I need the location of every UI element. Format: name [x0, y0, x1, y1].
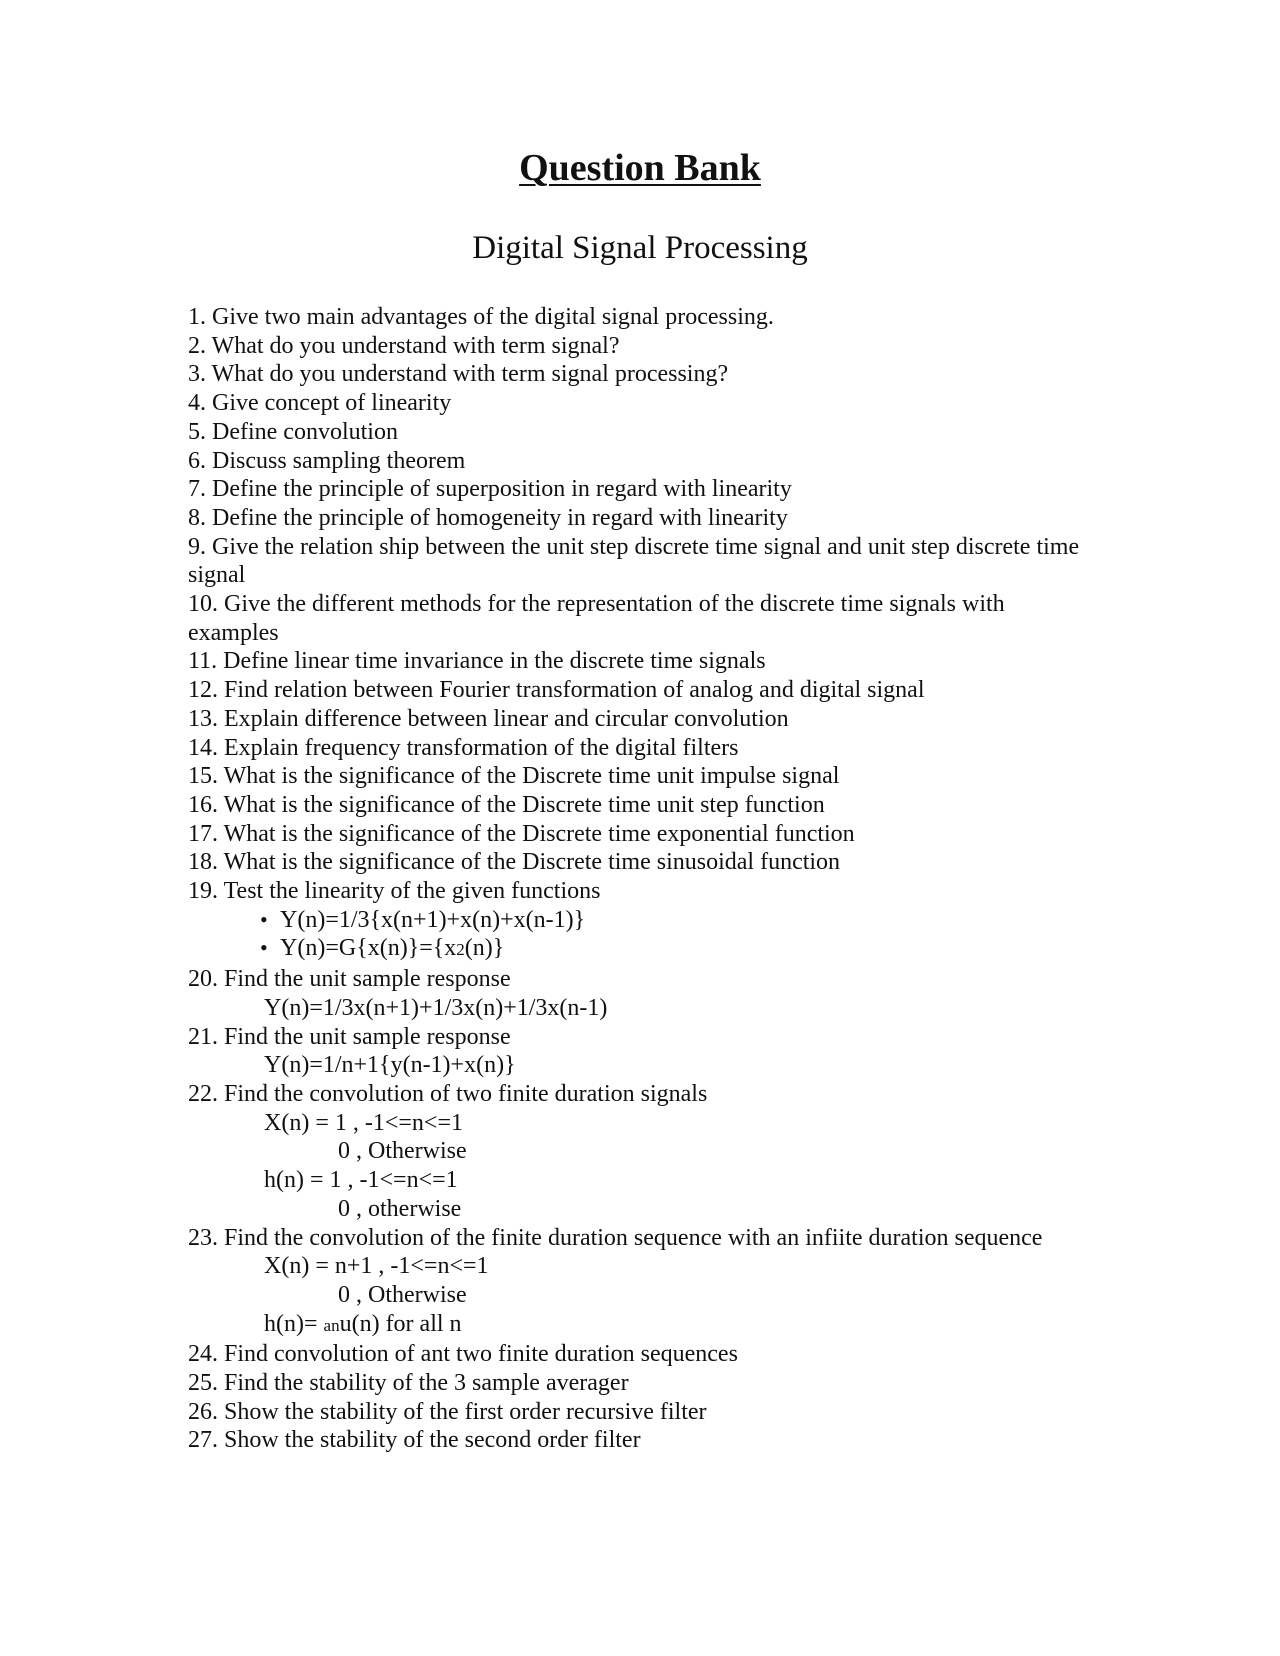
equation-part: (n)} [464, 935, 505, 962]
question-23-x-line-2: 0 , Otherwise [338, 1281, 467, 1308]
question-7: 7. Define the principle of superposition in regard with linearity [188, 476, 792, 503]
question-5: 5. Define convolution [188, 418, 398, 445]
equation-small-part: an [323, 1315, 340, 1335]
question-17: 17. What is the significance of the Discrete time exponential function [188, 820, 855, 847]
question-12: 12. Find relation between Fourier transformation of analog and digital signal [188, 677, 925, 704]
question-23-h-line [188, 1310, 1088, 1341]
question-15: 15. What is the significance of the Discrete time unit impulse signal [188, 763, 840, 790]
equation-part: Y(n)=G{x(n)}={x [280, 935, 457, 962]
equation: Y(n)=1/3{x(n+1)+x(n)+x(n-1)} [280, 906, 586, 933]
page-subtitle: Digital Signal Processing [472, 230, 808, 266]
question-3: 3. What do you understand with term signal processing? [188, 361, 729, 388]
question-13: 13. Explain difference between linear and circular convolution [188, 705, 789, 732]
question-20-equation: Y(n)=1/3x(n+1)+1/3x(n)+1/3x(n-1) [264, 994, 608, 1021]
question-10: 10. Give the different methods for the representation of the discrete time signals with examples [188, 591, 1005, 646]
question-22-h-line-2: 0 , otherwise [338, 1195, 462, 1222]
question-6: 6. Discuss sampling theorem [188, 447, 466, 474]
question-16: 16. What is the significance of the Discrete time unit step function [188, 791, 825, 818]
question-21: 21. Find the unit sample response [188, 1023, 511, 1050]
question-23: 23. Find the convolution of the finite duration sequence with an infiite duration sequence [188, 1224, 1043, 1251]
question-21-equation: Y(n)=1/n+1{y(n-1)+x(n)} [264, 1052, 516, 1079]
question-27: 27. Show the stability of the second order filter [188, 1427, 641, 1454]
equation-part: h(n)= [264, 1310, 324, 1337]
question-22-x-line-2: 0 , Otherwise [338, 1138, 467, 1165]
question-11: 11. Define linear time invariance in the discrete time signals [188, 648, 766, 675]
question-26: 26. Show the stability of the first order recursive filter [188, 1398, 707, 1425]
question-23-x-line-1: X(n) = n+1 , -1<=n<=1 [264, 1253, 489, 1280]
question-25: 25. Find the stability of the 3 sample averager [188, 1370, 629, 1397]
question-22: 22. Find the convolution of two finite duration signals [188, 1080, 708, 1107]
question-14: 14. Explain frequency transformation of the digital filters [188, 734, 739, 761]
question-22-x-line-1: X(n) = 1 , -1<=n<=1 [264, 1109, 463, 1136]
bullet-item [260, 906, 1088, 935]
question-24: 24. Find convolution of ant two finite duration sequences [188, 1341, 738, 1368]
equation-part: u(n) for all n [339, 1310, 462, 1337]
question-20: 20. Find the unit sample response [188, 966, 511, 993]
equation-small-part: 2 [456, 940, 465, 960]
question-19: 19. Test the linearity of the given functions [188, 878, 601, 905]
bullet-item [260, 934, 1088, 965]
question-19-functions [188, 906, 1088, 965]
question-8: 8. Define the principle of homogeneity in regard with linearity [188, 504, 788, 531]
question-list [188, 303, 1088, 1455]
question-9: 9. Give the relation ship between the unit step discrete time signal and unit step discrete time signal [188, 533, 1080, 589]
question-2: 2. What do you understand with term signal? [188, 332, 620, 359]
question-4: 4. Give concept of linearity [188, 390, 452, 417]
question-22-h-line-1: h(n) = 1 , -1<=n<=1 [264, 1167, 458, 1194]
question-18: 18. What is the significance of the Discrete time sinusoidal function [188, 849, 841, 876]
page-title: Question Bank [519, 147, 761, 189]
question-1: 1. Give two main advantages of the digital signal processing. [188, 304, 774, 330]
